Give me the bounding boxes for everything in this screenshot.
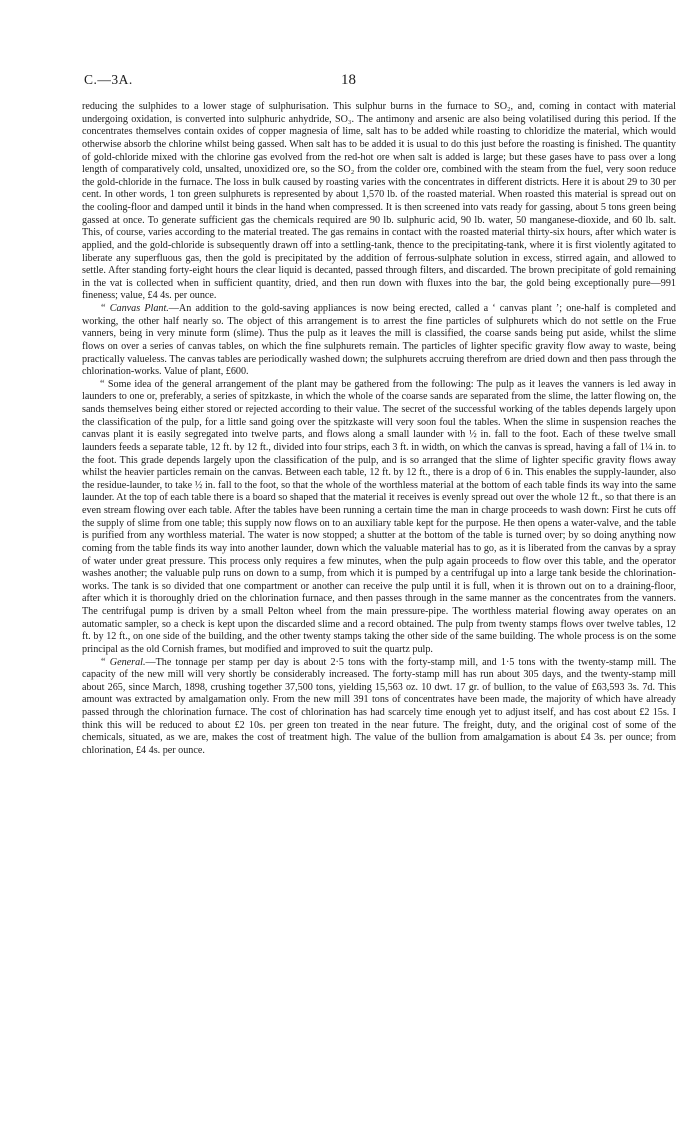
paragraph-plant-arrangement: [82, 379, 676, 657]
paragraph-roasting: [82, 101, 676, 303]
paragraph-canvas-plant: [82, 303, 676, 379]
section-heading-general: “ General.: [100, 656, 146, 668]
section-heading-canvas-plant: “ Canvas Plant.: [100, 303, 169, 314]
paragraph-text: —The tonnage per stamp per day is about 2·5 tons with the forty-stamp mill, and 1·5 tons with the twenty-stamp mill. The capacity of the new mill will very shortly be considerably increased. The forty-stamp mill has run about 305 days, and the twenty-stamp mill about 265, since March, 1898, crushing together 37,500 tons, yielding 15,563 oz. 10 dwt. 17 gr. of bullion, to the value of £63,593 3s. 7d. This amount was extracted by amalgamation only. From the new mill 391 tons of concentrates have been made, the majority of which have already passed through the chlorination furnace. The cost of chlorination has had scarcely time enough yet to adjust itself, and has cost about £2 15s. I think this will be reduced to about £2 10s. per green ton treated in the near future. The freight, duty, and the original cost of some of the chemicals, situated, as we are, makes the cost of treatment high. The value of the bullion from amalgamation is about £4 3s. per ounce; from chlorination, £4 4s. per ounce.: [82, 656, 676, 756]
page-header: [84, 72, 674, 90]
paragraph-text: reducing the sulphides to a lower stage of sulphurisation. This sulphur burns in the furnace to SO₂, and, coming in contact with material undergoing oxidation, is converted into sulphuric anhydride, SO₃. The antimony and arsenic are also being volatilised during this period. If the concentrates themselves contain oxides of copper magnesia of lime, salt has to be added while roasting to chloridize the material, which would otherwise absorb the chlorine whilst being gassed. When salt has to be added it is usual to do this just before the roasting is finished. The quantity of gold-chloride mixed with the chlorine gas evolved from the red-hot ore when salt is added is large; but these gases have to pass over a long length of comparatively cold, unsalted, unoxidized ore, so the SO₂ from the colder ore, combined with the steam from the fuel, very soon reduce the gold-chloride in the furnace. The loss in bulk caused by roasting varies with the concentrates in different districts. Here it is about 29 to 30 per cent. In other words, 1 ton green sulphurets is represented by about 1,570 lb. of the roasted material. When roasted this material is spread out on the cooling-floor and damped until it binds in the hand when compressed. It is then screened into vats ready for gassing, about 5 tons green being gassed at once. To generate sufficient gas the chemicals required are 90 lb. sulphuric acid, 90 lb. water, 50 manganese-dioxide, and 60 lb. salt. This, of course, varies according to the material treated. The gas remains in contact with the roasted material thirty-six hours, after which water is applied, and the gold-chloride is subsequently drawn off into a settling-tank, thence to the precipitating-tank, where it is first violently agitated to liberate any superfluous gas, then the gold is precipitated by the addition of ferrous-sulphate solution in excess, stirred again, and allowed to settle. After standing forty-eight hours the clear liquid is decanted, passed through filters, and discarded. The brown precipitate of gold remaining in the vat is collected when in sufficient quantity, dried, and then run down with fluxes into the bar, the gold being exceptionally pure—991 fineness; value, £4 4s. per ounce.: [82, 101, 676, 302]
paragraph-general: [82, 657, 676, 758]
document-reference: C.—3A.: [84, 72, 133, 87]
paragraph-text: —An addition to the gold-saving appliances is now being erected, called a ‘ canvas plant ’; one-half is completed and working, the other half nearly so. The object of this arrangement is to arrest the fine particles of sulphurets which do not settle on the Frue vanners, being in very minute form (slime). Thus the pulp as it leaves the mill is classified, the coarse sands being put aside, whilst the slime flows on over a series of canvas tables, on which the fine sulphurets remain. The particles of lighter specific gravity flow away to waste, being practically valueless. The canvas tables are periodically washed down; the sulphurets accruing therefrom are dried down and then pass through the chlorination-works. Value of plant, £600.: [82, 303, 676, 378]
body-text: [82, 101, 676, 758]
page-number: 18: [341, 72, 356, 88]
paragraph-text: “ Some idea of the general arrangement of the plant may be gathered from the following: The pulp as it leaves the vanners is led away in launders to one or, preferably, a series of spitzkaste, in which the whole of the coarse sands are separated from the slime, the latter flowing on, the sands themselves being either stored or rejected according to their value. The secret of the successful working of the tables depends largely upon the classification of the pulp, for a little sand going over the spitzkaste will very soon foul the tables. When the slime in suspension reaches the canvas plant it is easily segregated into twelve parts, and flows along a small launder with ½ in. fall to the foot. Each of these twelve small launders feeds a separate table, 12 ft. by 12 ft., divided into four strips, each 3 ft. in width, on which the canvas is spread, having a fall of 1¼ in. to the foot. This grade depends largely upon the classification of the pulp, and is so arranged that the slime of lighter specific gravity flows away whilst the heavier particles remain on the canvas. Between each table, 12 ft. by 12 ft., there is a drop of 6 in. This enables the supply-launder, also the residue-launder, to take ½ in. fall to the foot, so that the whole of the worthless material at the bottom of each table finds its way into the same launder. At the top of each table there is a board so shaped that the material it receives is evenly spread out over the whole 12 ft., so that there is an even stream flowing over each table. After the tables have been running a certain time the man in charge proceeds to wash down: First he cuts off the supply of slime from one table; this supply now flows on to an auxiliary table kept for the purpose. He then opens a water-valve, and the table is purified from any worthless material. The water is now stopped; a shutter at the bottom of the table is turned over; by so doing anything now coming from the table finds its way into another launder, down which the valuable material has to go, as it is liberated from the canvas by a spray of water under great pressure. This process only requires a few minutes, when the pulp again proceeds to flow over this table, and the operator washes another; the valuable pulp runs on down to a sump, from which it is pumped by a centrifugal up into a large tank beside the chlorination-works. The tank is so divided that one compartment or another can receive the pulp until it is full, when it is thrown out on to a draining-floor, after which it is thoroughly dried on the chlorination furnace, and then passes through in the same manner as the concentrates from the vanners. The centrifugal pump is driven by a small Pelton wheel from the main pressure-pipe. The worthless material flowing away operates on an automatic sampler, so a check is kept upon the discarded slime and a record obtained. The pulp from twenty stamps flows over twelve tables, 12 ft. by 12 ft., on one side of the building, and the other twenty stamps taking the other side of the same building. The whole process is on the some principal as the old Cornish frames, but modified and improved to suit the quartz pulp.: [82, 378, 676, 655]
